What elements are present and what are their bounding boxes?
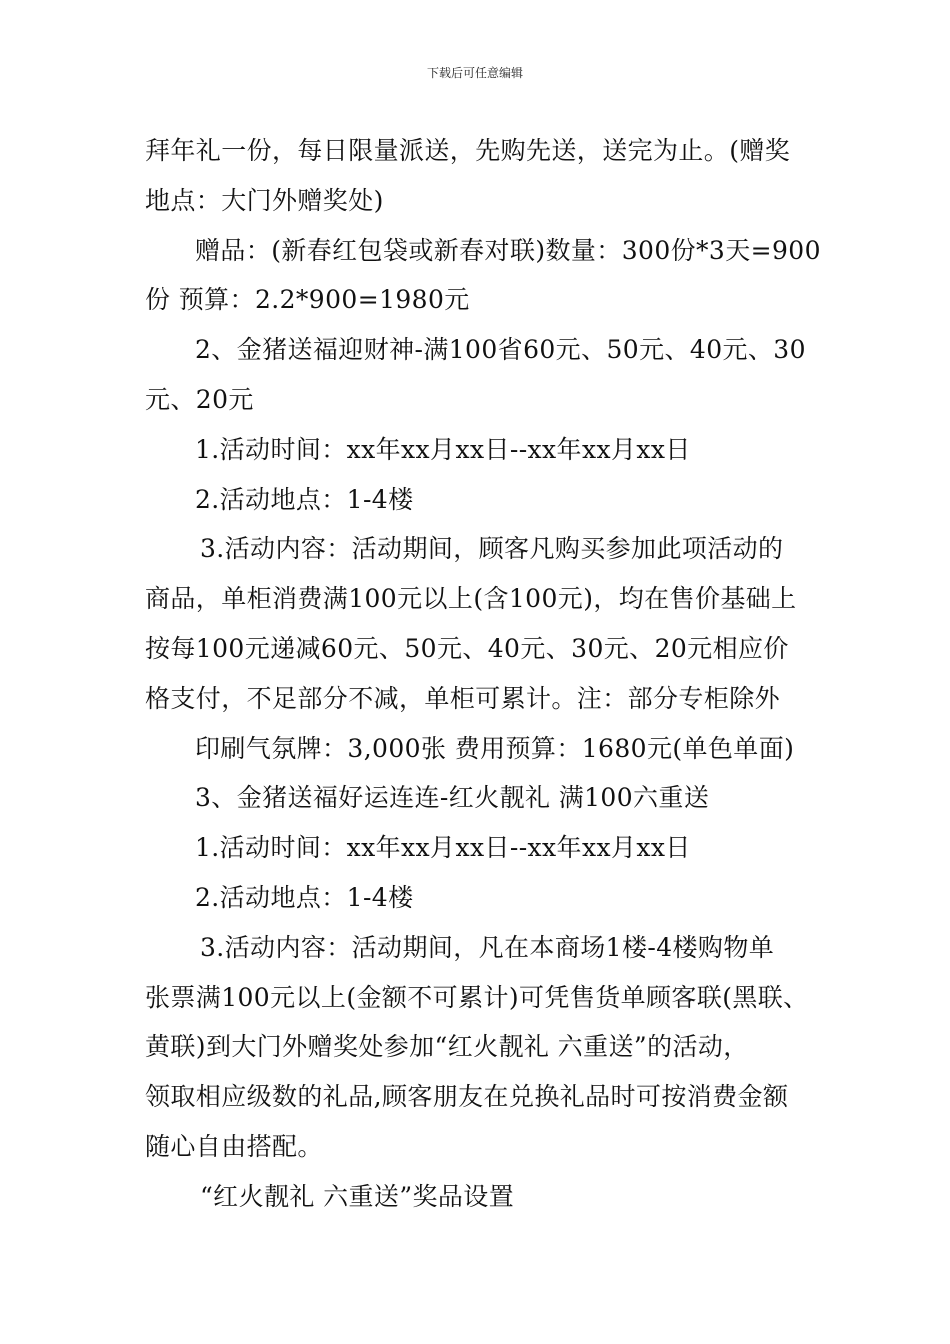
paragraph-line: 拜年礼一份，每日限量派送，先购先送，送完为止。(赠奖 <box>145 136 791 165</box>
section-title: “红火靓礼 六重送”奖品设置 <box>200 1181 515 1211</box>
paragraph-line: 2.活动地点：1-4楼 <box>195 484 414 514</box>
paragraph-line: 随心自由搭配。 <box>145 1131 323 1161</box>
paragraph-line: 3.活动内容：活动期间，顾客凡购买参加此项活动的 <box>200 534 784 564</box>
paragraph-line: 格支付，不足部分不减，单柜可累计。注：部分专柜除外 <box>145 683 781 713</box>
paragraph-line: 领取相应级数的礼品,顾客朋友在兑换礼品时可按消费金额 <box>145 1082 789 1112</box>
paragraph-line: 2、金猪送福迎财神-满100省60元、50元、40元、30 <box>195 335 806 365</box>
paragraph-line: 2.活动地点：1-4楼 <box>195 882 414 912</box>
paragraph-line: 1.活动时间：xx年xx月xx日--xx年xx月xx日 <box>195 833 691 863</box>
paragraph-line: 印刷气氛牌：3,000张 费用预算：1680元(单色单面) <box>195 733 795 763</box>
paragraph-line: 地点：大门外赠奖处) <box>145 185 384 215</box>
paragraph-line: 黄联)到大门外赠奖处参加“红火靓礼 六重送”的活动， <box>145 1032 749 1062</box>
document-body <box>145 126 821 1222</box>
paragraph-line: 商品，单柜消费满100元以上(含100元)，均在售价基础上 <box>145 584 797 614</box>
paragraph-line: 3.活动内容：活动期间，凡在本商场1楼-4楼购物单 <box>200 932 775 962</box>
paragraph-line: 1.活动时间：xx年xx月xx日--xx年xx月xx日 <box>195 434 691 464</box>
paragraph-line: 张票满100元以上(金额不可累计)可凭售货单顾客联(黑联、 <box>145 982 809 1012</box>
paragraph-line: 赠品：(新春红包袋或新春对联)数量：300份*3天=900 <box>195 235 821 265</box>
paragraph-line: 元、20元 <box>145 384 254 414</box>
paragraph-line: 按每100元递减60元、50元、40元、30元、20元相应价 <box>145 633 789 663</box>
page-header: 下载后可任意编辑 <box>426 66 523 80</box>
paragraph-line: 份 预算：2.2*900=1980元 <box>145 285 470 315</box>
paragraph-line: 3、金猪送福好运连连-红火靓礼 满100六重送 <box>195 783 710 813</box>
